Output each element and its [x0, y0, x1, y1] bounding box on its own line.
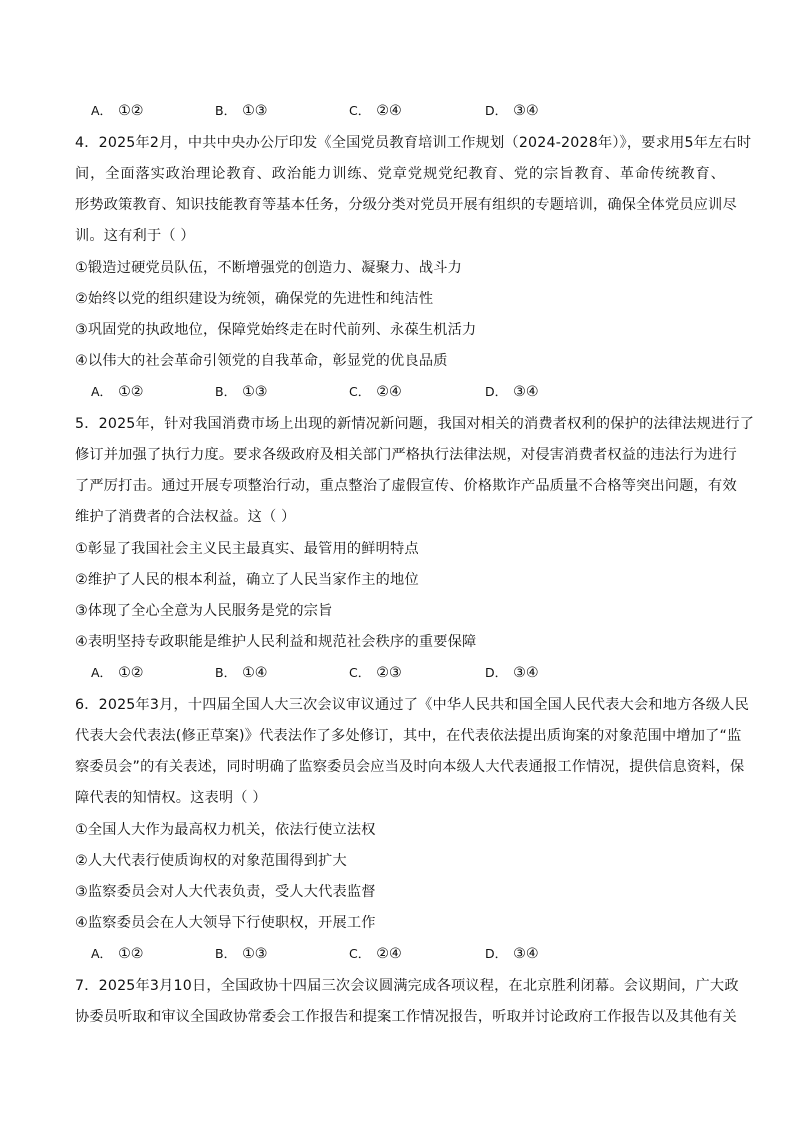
q5-stem-line-2: 修订并加强了执行力度。要求各级政府及相关部门严格执行法律法规，对侵害消费者权益的违法行为进行	[75, 447, 737, 463]
q5-option-a: A． ①②	[91, 665, 144, 681]
q4-stem-line-3: 形势政策教育、知识技能教育等基本任务，分级分类对党员开展有组织的专题培训，确保全体党员应训尽	[75, 197, 737, 213]
q5-stem-line-4: 维护了消费者的合法权益。这（ ）	[75, 509, 296, 525]
q5-option-b: B． ①④	[215, 665, 268, 681]
q6-stem-line-2: 代表大会代表法(修正草案)》代表法作了多处修订，其中，在代表依法提出质询案的对象范围中增加了“监	[75, 728, 742, 744]
q6-options	[91, 944, 691, 964]
q6-statement-1: ①全国人大作为最高权力机关，依法行使立法权	[75, 822, 376, 838]
q4-statement-3: ③巩固党的执政地位，保障党始终走在时代前列、永葆生机活力	[75, 322, 477, 338]
q3-option-a: A． ①②	[91, 103, 144, 119]
q6-option-c: C． ②④	[349, 946, 402, 962]
q5-statement-4: ④表明坚持专政职能是维护人民利益和规范社会秩序的重要保障	[75, 634, 477, 650]
q6-stem-line-1: 6．2025年3月，十四届全国人大三次会议审议通过了《中华人民共和国全国人民代表大会和地方各级人民	[75, 697, 750, 713]
q3-option-b: B． ①③	[215, 103, 268, 119]
q4-stem-line-4: 训。这有利于（ ）	[75, 228, 195, 244]
q4-option-a: A． ①②	[91, 384, 144, 400]
q4-options	[91, 382, 691, 402]
q6-statement-4: ④监察委员会在人大领导下行使职权，开展工作	[75, 915, 376, 931]
q3-option-c: C． ②④	[349, 103, 402, 119]
q3-options	[91, 101, 691, 121]
q5-statement-1: ①彰显了我国社会主义民主最真实、最管用的鲜明特点	[75, 541, 419, 557]
q5-statement-3: ③体现了全心全意为人民服务是党的宗旨	[75, 603, 333, 619]
q5-stem-line-3: 了严厉打击。通过开展专项整治行动，重点整治了虚假宣传、价格欺诈产品质量不合格等突出问题，有效	[75, 478, 737, 494]
q4-stem-line-2: 间，全面落实政治理论教育、政治能力训练、党章党规党纪教育、党的宗旨教育、革命传统教育、	[75, 166, 725, 182]
q7-stem-line-1: 7．2025年3月10日，全国政协十四届三次会议圆满完成各项议程，在北京胜利闭幕。会议期间，广大政	[75, 978, 739, 994]
q4-statement-1: ①锻造过硬党员队伍，不断增强党的创造力、凝聚力、战斗力	[75, 260, 462, 276]
q5-stem-line-1: 5．2025年，针对我国消费市场上出现的新情况新问题，我国对相关的消费者权利的保护的法律法规进行了	[75, 416, 755, 432]
q3-option-d: D． ③④	[485, 103, 539, 119]
q5-option-d: D． ③④	[485, 665, 539, 681]
q6-stem-line-4: 障代表的知情权。这表明（ ）	[75, 790, 267, 806]
q4-statement-2: ②始终以党的组织建设为统领，确保党的先进性和纯洁性	[75, 291, 434, 307]
q7-stem-line-2: 协委员听取和审议全国政协常委会工作报告和提案工作情况报告，听取并讨论政府工作报告以及其他有关	[75, 1009, 737, 1025]
q6-statement-2: ②人大代表行使质询权的对象范围得到扩大	[75, 853, 347, 869]
q6-statement-3: ③监察委员会对人大代表负责，受人大代表监督	[75, 884, 376, 900]
q4-option-c: C． ②④	[349, 384, 402, 400]
q6-option-d: D． ③④	[485, 946, 539, 962]
q4-option-d: D． ③④	[485, 384, 539, 400]
q5-options	[91, 663, 691, 683]
q5-option-c: C． ②③	[349, 665, 402, 681]
q6-option-a: A． ①②	[91, 946, 144, 962]
q4-option-b: B． ①③	[215, 384, 268, 400]
q4-statement-4: ④以伟大的社会革命引领党的自我革命，彰显党的优良品质	[75, 353, 448, 369]
q4-stem-line-1: 4．2025年2月，中共中央办公厅印发《全国党员教育培训工作规划（2024-2028年）》，要求用5年左右时	[75, 135, 752, 151]
q6-stem-line-3: 察委员会”的有关表述，同时明确了监察委员会应当及时向本级人大代表通报工作情况，提供信息资料，保	[75, 759, 745, 775]
q5-statement-2: ②维护了人民的根本利益，确立了人民当家作主的地位	[75, 572, 419, 588]
q6-option-b: B． ①③	[215, 946, 268, 962]
